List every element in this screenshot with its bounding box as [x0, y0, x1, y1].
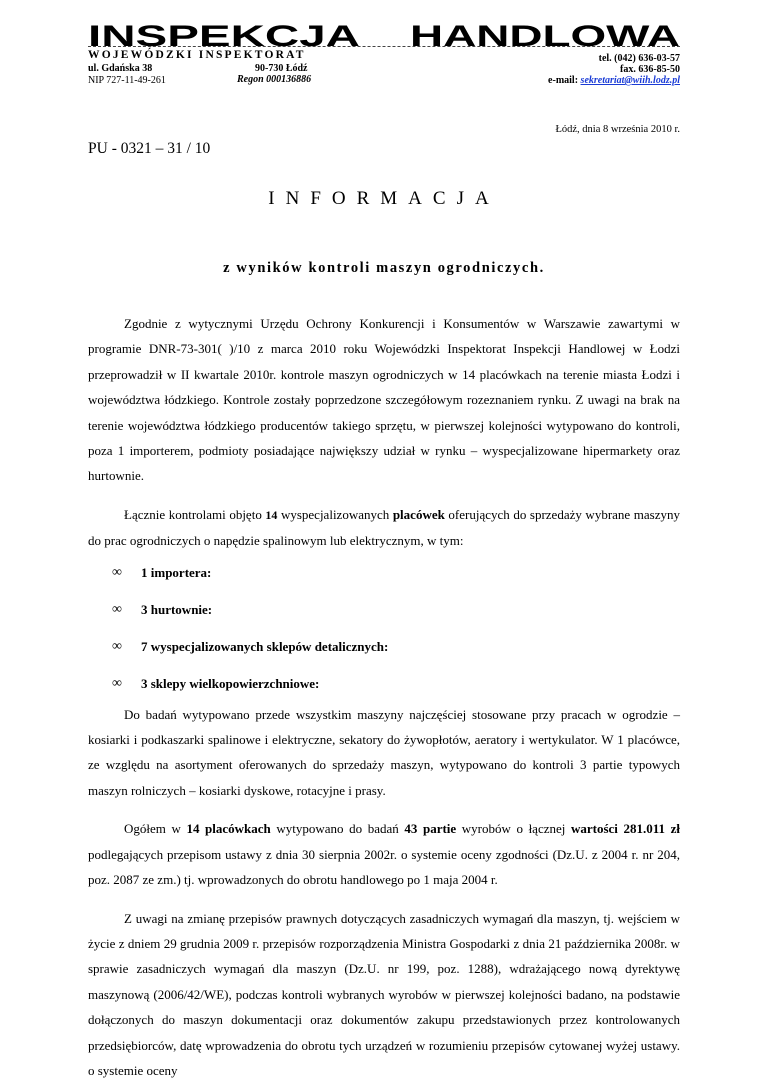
- paragraph-2-text: oferujących do sprzedaży wybrane maszyny do prac ogrodniczych o napędzie spalinowym lub elektrycznym, w tym:: [88, 507, 680, 548]
- letterhead-divider: [88, 46, 680, 47]
- document-title: INFORMACJA: [0, 188, 768, 210]
- letterhead-contact: [548, 53, 680, 86]
- paragraph-4: [88, 816, 680, 892]
- total-value: wartości 281.011 zł: [571, 821, 680, 836]
- paragraph-2-text: Łącznie kontrolami objęto: [124, 507, 265, 522]
- placowek-word: placówek: [393, 507, 445, 522]
- list-item-label: 3 hurtownie:: [141, 602, 212, 617]
- fax-number: fax. 636-85-50: [548, 64, 680, 75]
- paragraph-3: Do badań wytypowano przede wszystkim maszyny najczęściej stosowane przy pracach w ogrodzie – kosiarki i podkaszarki spalinowe i elektryczne, sekatory do żywopłotów, aeratory i wertykulator. W 1 placówce, ze względu na asortyment oferowanych do sprzedaży maszyn, wytypowano do kontroli 3 partie typowych maszyn rolniczych – kosiarki dyskowe, rotacyjne i prasy.: [88, 702, 680, 804]
- list-item: [88, 628, 680, 665]
- phone-number: tel. (042) 636-03-57: [548, 53, 680, 64]
- paragraph-4-text: wyrobów o łącznej: [456, 821, 571, 836]
- email-link[interactable]: sekretariat@wiih.lodz.pl: [581, 75, 680, 86]
- document-date: Łódź, dnia 8 września 2010 r.: [555, 124, 680, 135]
- list-item-label: 1 importera:: [141, 565, 211, 580]
- regon-number: Regon 000136886: [237, 74, 311, 85]
- email-line: [548, 75, 680, 86]
- list-item-label: 7 wyspecjalizowanych sklepów detalicznych:: [141, 639, 388, 654]
- paragraph-2: [88, 502, 680, 554]
- paragraph-4-text: Ogółem w: [124, 821, 186, 836]
- logo-graphic: [88, 22, 680, 48]
- outlet-list: [88, 554, 680, 702]
- document-subtitle: z wyników kontroli maszyn ogrodniczych.: [0, 260, 768, 277]
- institution-name: WOJEWÓDZKI INSPEKTORAT: [88, 50, 306, 61]
- placowki-count: 14 placówkach: [186, 821, 270, 836]
- reference-number: PU - 0321 – 31 / 10: [88, 140, 210, 158]
- postal-city: 90-730 Łódź: [255, 63, 308, 74]
- infinity-bullet-icon: ∞: [112, 591, 122, 628]
- list-item: [88, 665, 680, 702]
- document-body: [88, 311, 680, 1083]
- logo-word-1: INSPEKCJA: [88, 22, 360, 48]
- street-address: ul. Gdańska 38: [88, 63, 306, 74]
- infinity-bullet-icon: ∞: [112, 554, 122, 591]
- infinity-bullet-icon: ∞: [112, 665, 122, 702]
- placowek-count: 14: [265, 508, 277, 522]
- partie-count: 43 partie: [404, 821, 456, 836]
- list-item: [88, 554, 680, 591]
- nip-number: NIP 727-11-49-261: [88, 75, 306, 86]
- list-item: [88, 591, 680, 628]
- letterhead-logo: [88, 22, 680, 48]
- logo-word-2: HANDLOWA: [410, 22, 680, 48]
- paragraph-5: Z uwagi na zmianę przepisów prawnych dotyczących zasadniczych wymagań dla maszyn, tj. wejściem w życie z dniem 29 grudnia 2009 r. przepisów rozporządzenia Ministra Gospodarki z dnia 21 października 2008r. w sprawie zasadniczych wymagań dla maszyn (Dz.U. nr 199, poz. 1288), wdrażającego nową dyrektywę maszynową (2006/42/WE), podczas kontroli wybranych wyrobów w pierwszej kolejności badano, na podstawie dołączonych do maszyn dokumentacji oraz dokumentów zakupu przedstawionych przez kontrolowanych przedsiębiorców, datę wprowadzenia do obrotu tych urządzeń w rozumieniu przepisów cytowanej wyżej ustawy. o systemie oceny: [88, 906, 680, 1083]
- list-item-label: 3 sklepy wielkopowierzchniowe:: [141, 676, 319, 691]
- infinity-bullet-icon: ∞: [112, 628, 122, 665]
- paragraph-1: Zgodnie z wytycznymi Urzędu Ochrony Konkurencji i Konsumentów w Warszawie zawartymi w programie DNR-73-301( )/10 z marca 2010 roku Wojewódzki Inspektorat Inspekcji Handlowej w Łodzi przeprowadził w II kwartale 2010r. kontrole maszyn ogrodniczych w 14 placówkach na terenie miasta Łodzi i województwa łódzkiego. Kontrole zostały poprzedzone szczegółowym rozeznaniem rynku. Z uwagi na brak na terenie województwa łódzkiego producentów takiego sprzętu, w pierwszej kolejności wytypowano do kontroli, poza 1 importerem, podmioty posiadające największy udział w rynku – wyspecjalizowane hipermarkety oraz hurtownie.: [88, 311, 680, 489]
- paragraph-4-text: podlegających przepisom ustawy z dnia 30 sierpnia 2002r. o systemie oceny zgodności (Dz.U. z 2004 r. nr 204, poz. 2087 ze zm.) tj. wprowadzonych do obrotu handlowego po 1 maja 2004 r.: [88, 847, 680, 887]
- email-label: e-mail:: [548, 75, 578, 86]
- paragraph-4-text: wytypowano do badań: [271, 821, 405, 836]
- paragraph-2-text: wyspecjalizowanych: [277, 507, 392, 522]
